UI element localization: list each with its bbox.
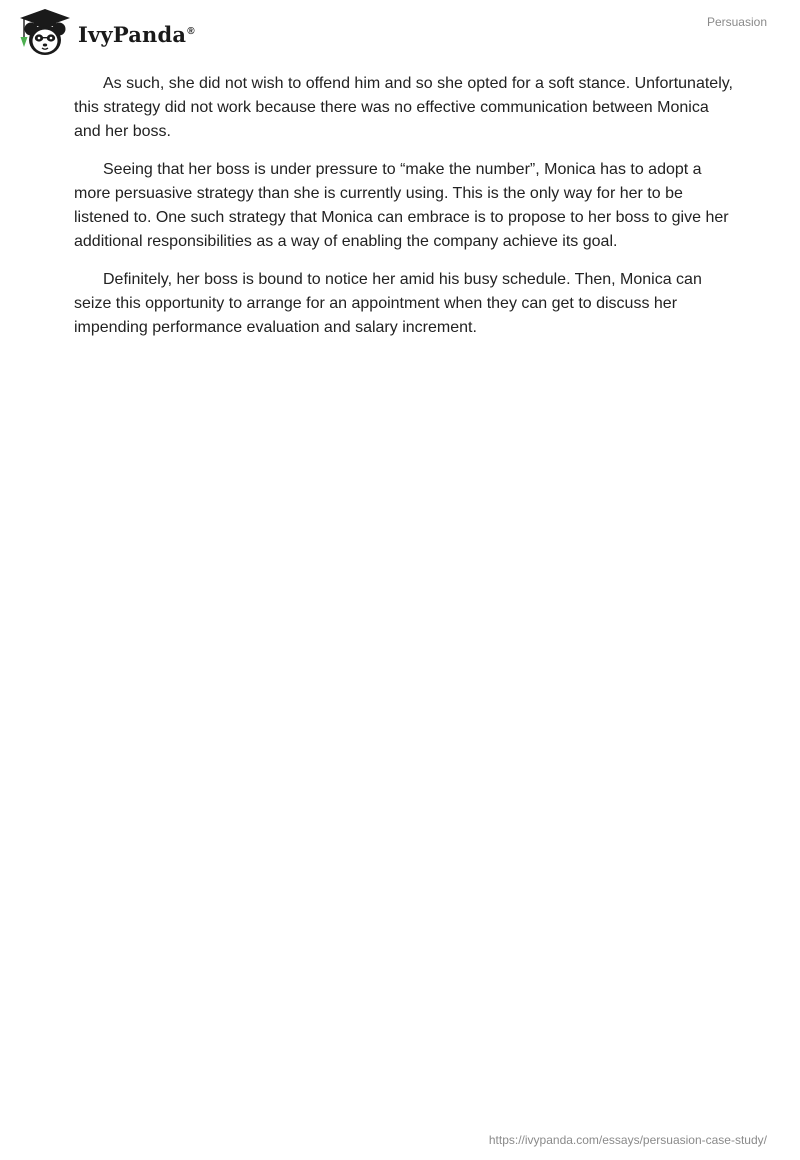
registered-mark: ® [187,25,195,37]
ivypanda-logo[interactable] [14,7,195,59]
panda-graduate-icon [14,7,76,59]
essay-body [74,72,734,354]
source-url[interactable]: https://ivypanda.com/essays/persuasion-case-study/ [488,1133,767,1147]
paragraph: Definitely, her boss is bound to notice her amid his busy schedule. Then, Monica can seize this opportunity to arrange for an appointment when they can get to discuss her impending performance evaluation and salary increment. [74,271,702,336]
page-header [0,0,800,64]
paragraph: Seeing that her boss is under pressure to “make the number”, Monica has to adopt a more persuasive strategy than she is currently using. This is the only way for her to be listened to. One such strategy that Monica can embrace is to propose to her boss to give her additional responsibilities as a way of enabling the company achieve its goal. [74,161,729,250]
logo-wordmark: IvyPanda® [78,21,195,47]
document-title: Persuasion [706,15,767,29]
paragraph: As such, she did not wish to offend him and so she opted for a soft stance. Unfortunately, this strategy did not work because there was no effective communication between Monica and her boss. [74,75,733,140]
